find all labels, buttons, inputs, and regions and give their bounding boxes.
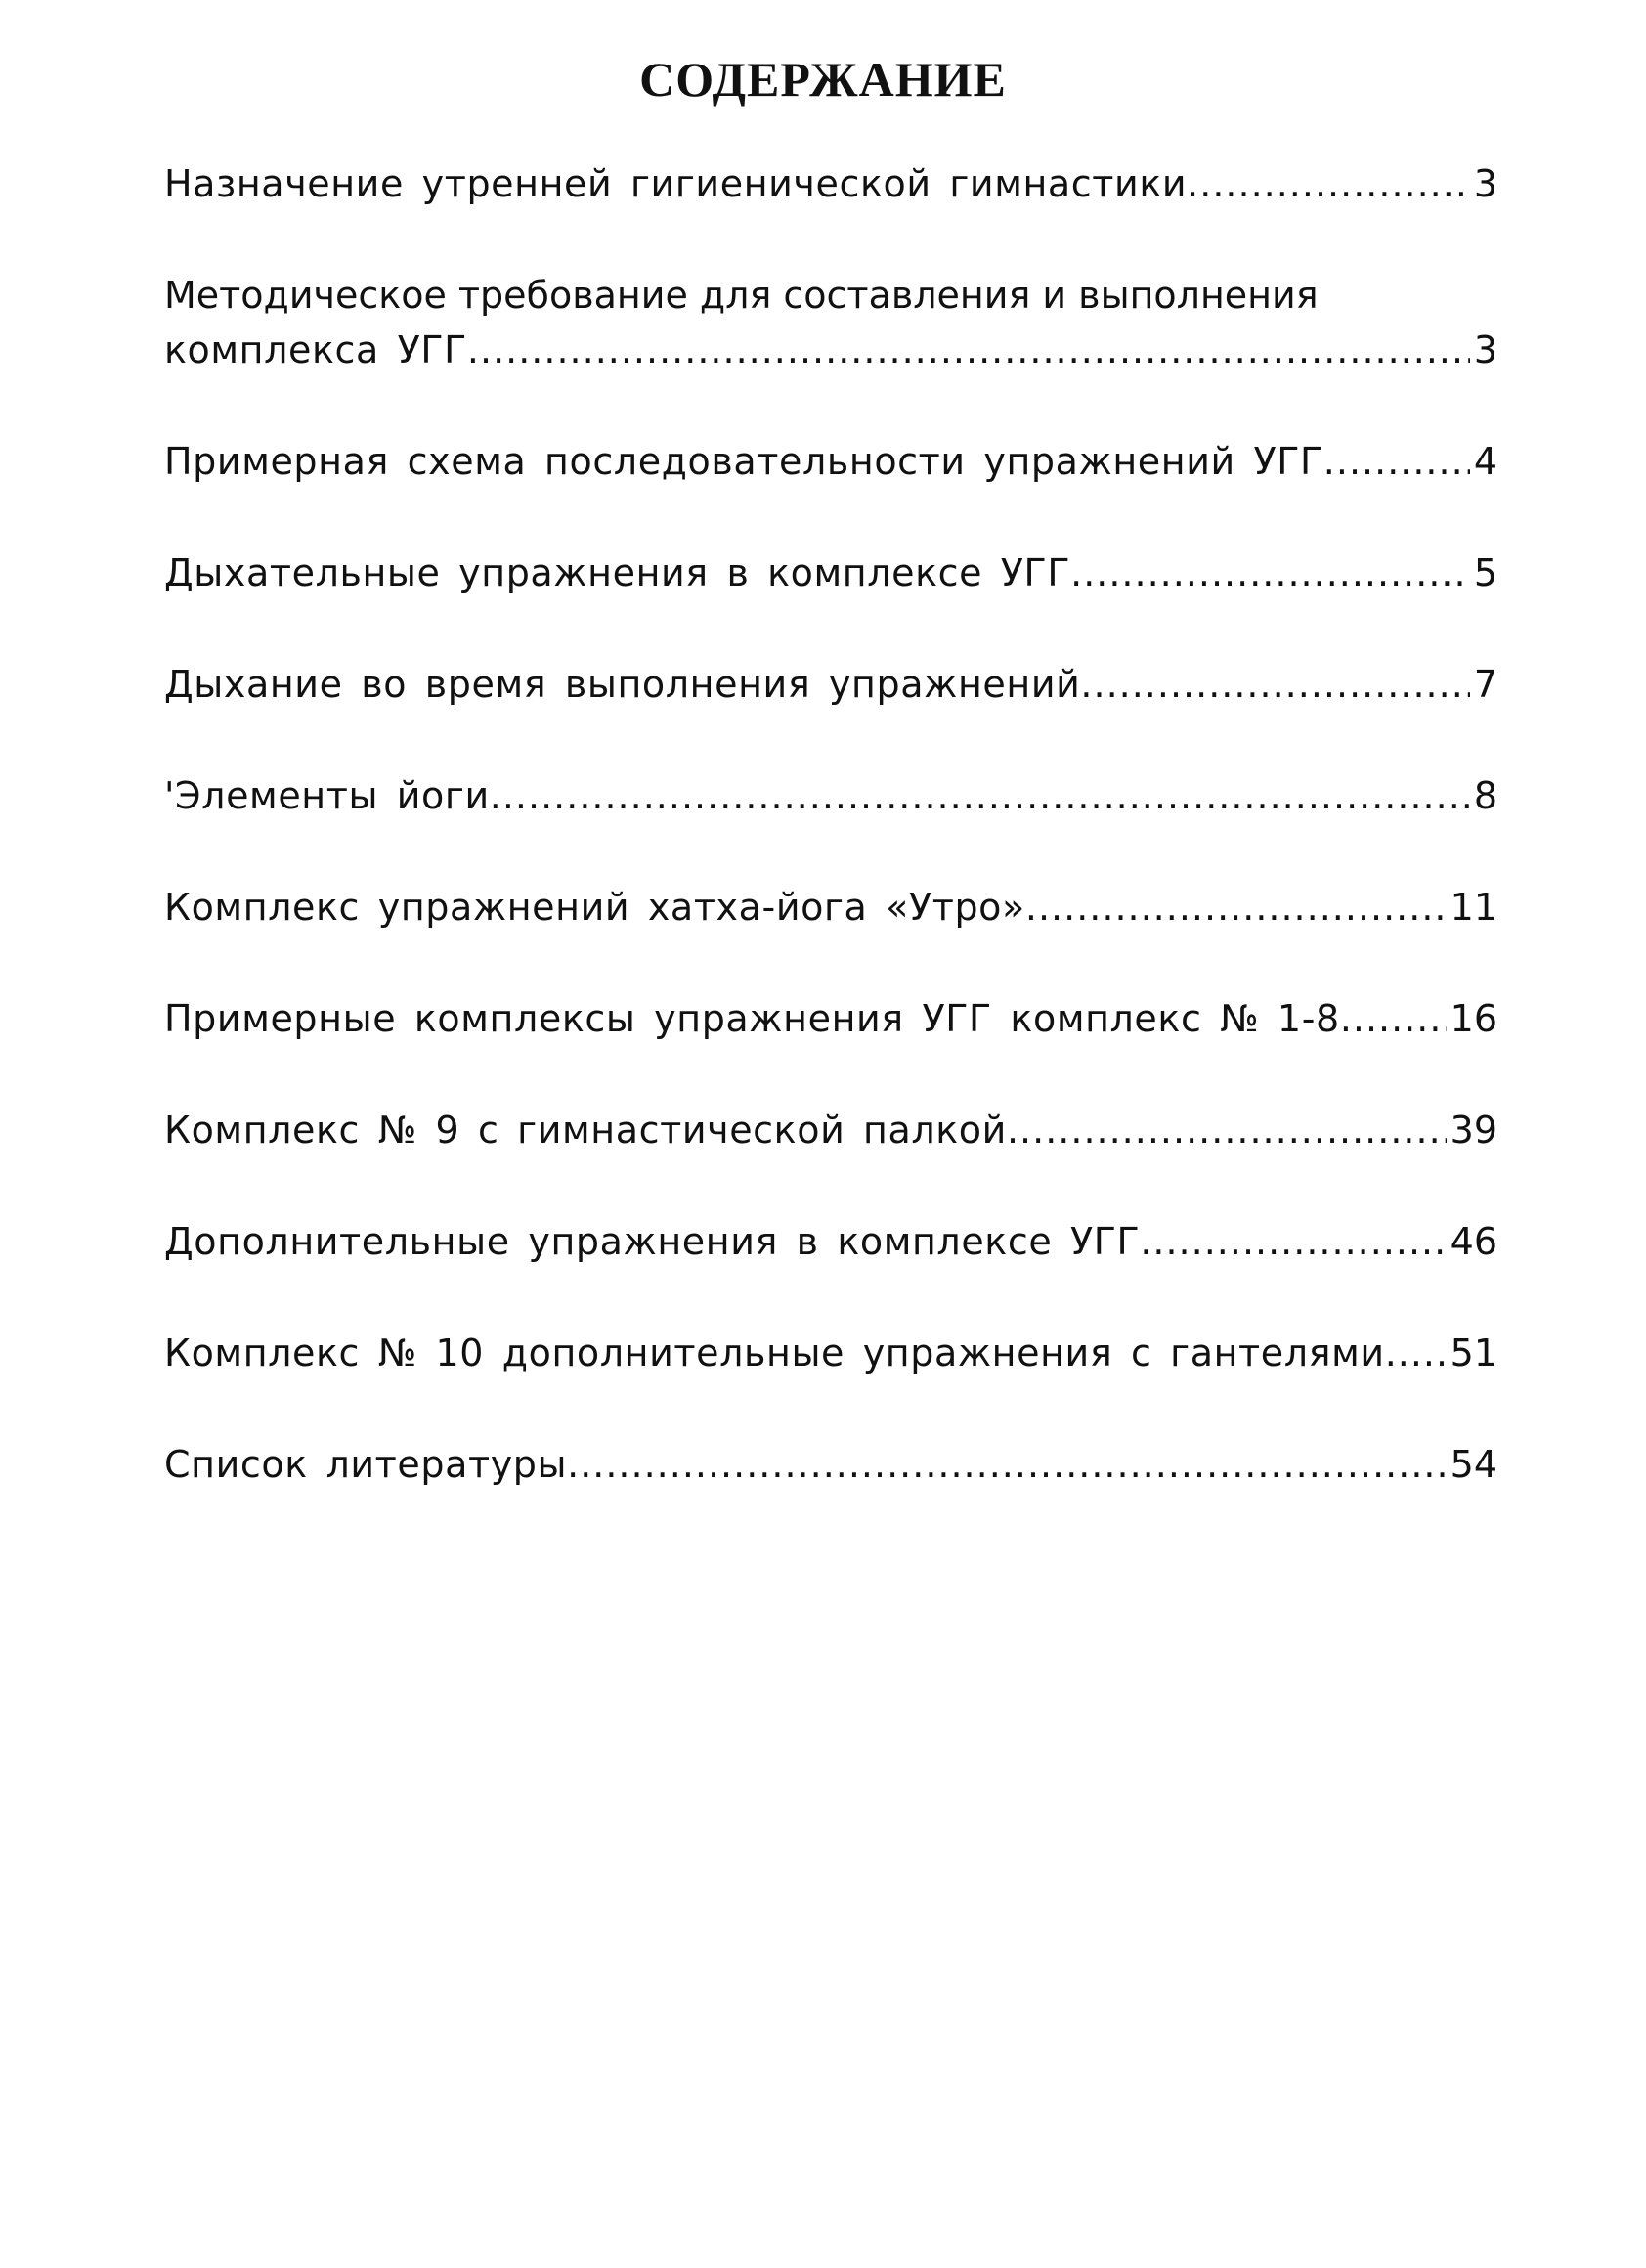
toc-entry-title: Комплекс № 9 с гимнастической палкой xyxy=(164,1109,1007,1152)
toc-page-number: 4 xyxy=(1473,440,1497,483)
dot-leader xyxy=(1140,1214,1446,1269)
toc-entry-title: Комплекс № 10 дополнительные упражнения с гантелями xyxy=(164,1331,1385,1374)
dot-leader xyxy=(1385,1326,1447,1380)
dot-leader xyxy=(1070,545,1470,600)
dot-leader xyxy=(1025,880,1447,935)
toc-entry xyxy=(164,268,1497,377)
toc-entry xyxy=(164,1103,1497,1157)
dot-leader xyxy=(567,1437,1447,1492)
toc-page-number: 8 xyxy=(1473,774,1497,817)
toc-page-number: 3 xyxy=(1473,328,1497,371)
toc-entry-title: Список литературы xyxy=(164,1443,568,1486)
dot-leader xyxy=(1080,657,1469,712)
toc-entry xyxy=(164,880,1497,935)
dot-leader xyxy=(467,323,1470,377)
toc-entry xyxy=(164,991,1497,1046)
toc-entry xyxy=(164,434,1497,489)
toc-page-number: 54 xyxy=(1450,1443,1497,1486)
toc-page-number: 5 xyxy=(1473,551,1497,594)
table-of-contents xyxy=(164,156,1497,1548)
toc-page-number: 7 xyxy=(1473,663,1497,706)
toc-entry xyxy=(164,1437,1497,1492)
toc-entry-title: Дыхание во время выполнения упражнений xyxy=(164,663,1081,706)
dot-leader xyxy=(490,768,1470,823)
dot-leader xyxy=(1007,1103,1447,1157)
toc-entry-title: Дыхательные упражнения в комплексе УГГ xyxy=(164,551,1071,594)
toc-entry xyxy=(164,1326,1497,1380)
toc-entry xyxy=(164,156,1497,211)
toc-entry xyxy=(164,1214,1497,1269)
toc-entry-title: Примерные комплексы упражнения УГГ комплекс № 1-8 xyxy=(164,997,1340,1040)
toc-entry-title: Комплекс упражнений хатха-йога «Утро» xyxy=(164,886,1025,929)
toc-entry-title: 'Элементы йоги xyxy=(164,774,490,817)
page-title: СОДЕРЖАНИЕ xyxy=(639,52,1007,107)
dot-leader xyxy=(1323,434,1470,489)
toc-entry-title: комплекса УГГ xyxy=(164,328,467,371)
toc-page-number: 46 xyxy=(1450,1220,1497,1263)
toc-entry-title-line-1: Методическое требование для составления и выполнения xyxy=(164,274,1319,317)
toc-page-number: 39 xyxy=(1450,1109,1497,1152)
toc-page-number: 3 xyxy=(1473,162,1497,205)
dot-leader xyxy=(1187,156,1470,211)
toc-entry-title: Примерная схема последовательности упражнений УГГ xyxy=(164,440,1323,483)
toc-page-number: 51 xyxy=(1450,1331,1497,1374)
toc-entry-title: Дополнительные упражнения в комплексе УГГ xyxy=(164,1220,1141,1263)
toc-page-number: 16 xyxy=(1450,997,1497,1040)
toc-page-number: 11 xyxy=(1450,886,1497,929)
toc-entry xyxy=(164,545,1497,600)
toc-entry-title: Назначение утренней гигиенической гимнастики xyxy=(164,162,1188,205)
toc-entry xyxy=(164,657,1497,712)
toc-entry xyxy=(164,768,1497,823)
dot-leader xyxy=(1340,991,1447,1046)
